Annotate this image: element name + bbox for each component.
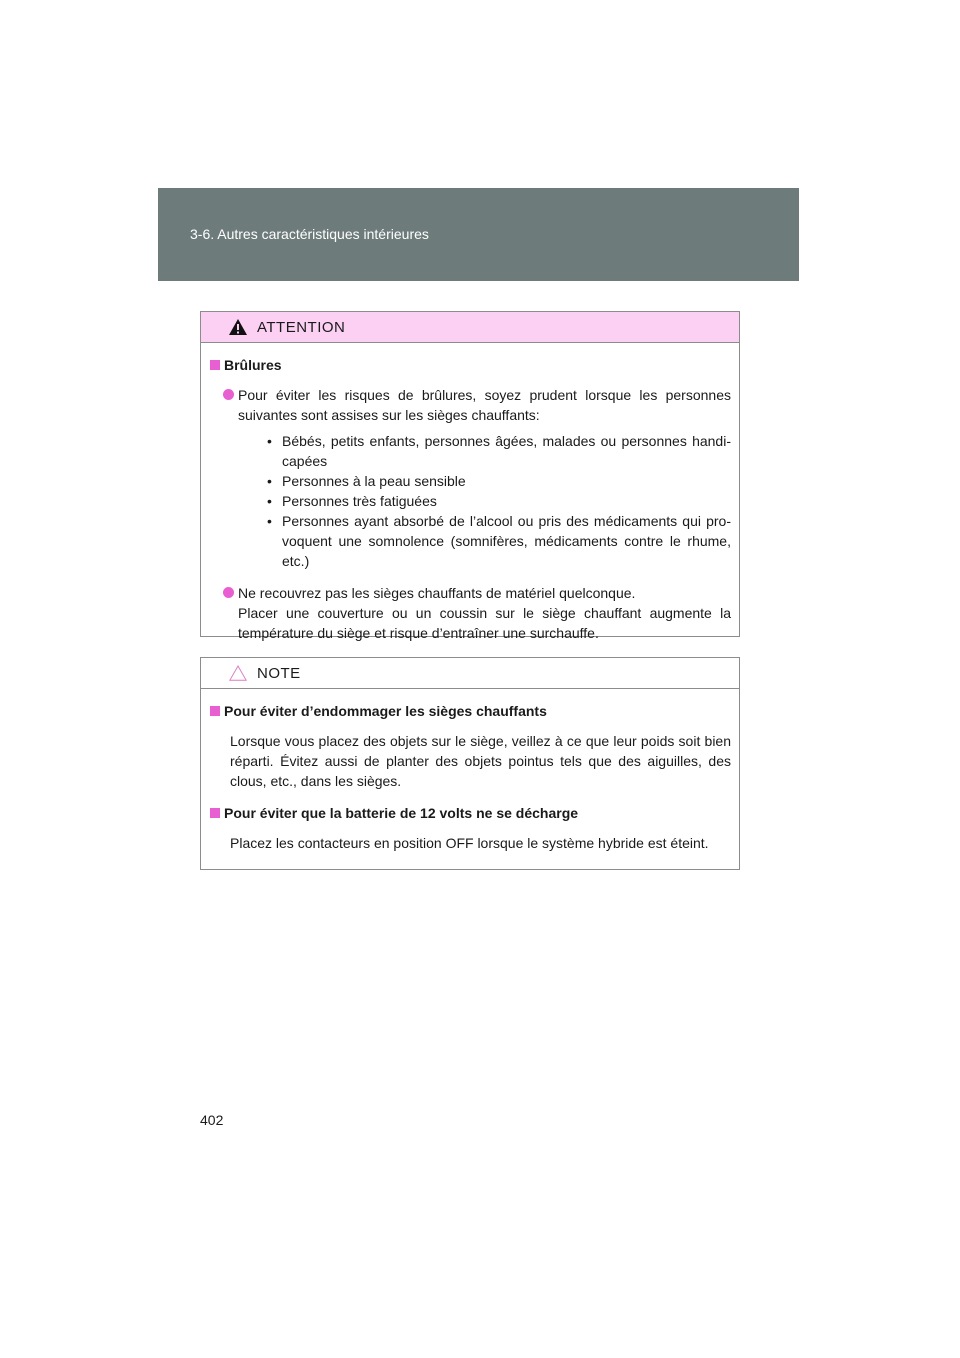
sub-item: • Personnes ayant absorbé de l’alcool ou pris des médicaments qui pro-voquent une somnolence (somnifères, médicaments contre le rhume, etc.) bbox=[266, 511, 731, 571]
attention-header bbox=[201, 312, 739, 343]
sub-list bbox=[266, 431, 731, 571]
sub-item: • Personnes à la peau sensible bbox=[266, 471, 731, 491]
square-bullet-icon bbox=[210, 706, 220, 716]
bullet-text bbox=[238, 385, 731, 577]
bullet-item bbox=[210, 385, 731, 577]
section-title: 3-6. Autres caractéristiques intérieures bbox=[190, 226, 429, 242]
attention-body bbox=[201, 343, 739, 643]
bullet2-line2: Placer une couverture ou un coussin sur le siège chauffant augmente la température du siège et risque d’entraîner une surchauffe. bbox=[238, 605, 731, 641]
heading-text: Pour éviter que la batterie de 12 volts ne se décharge bbox=[224, 805, 579, 821]
sub-item: • Bébés, petits enfants, personnes âgées, malades ou personnes handi-capées bbox=[266, 431, 731, 471]
note-section-heading bbox=[210, 701, 731, 721]
square-bullet-icon bbox=[210, 360, 220, 370]
bullet1-text: Pour éviter les risques de brûlures, soyez prudent lorsque les personnes suivantes sont assises sur les sièges chauffants: bbox=[238, 387, 731, 423]
sub-item: • Personnes très fatiguées bbox=[266, 491, 731, 511]
square-bullet-icon bbox=[210, 808, 220, 818]
note-body bbox=[201, 689, 739, 853]
bullet-text bbox=[238, 583, 731, 643]
attention-title: ATTENTION bbox=[257, 318, 346, 336]
note-header bbox=[201, 658, 739, 689]
page-number: 402 bbox=[200, 1112, 224, 1128]
caution-outline-icon bbox=[229, 665, 247, 681]
warning-icon bbox=[229, 319, 247, 335]
note-paragraph: Placez les contacteurs en position OFF lorsque le système hybride est éteint. bbox=[230, 835, 709, 851]
note-paragraph: Lorsque vous placez des objets sur le siège, veillez à ce que leur poids soit bien réparti. Évitez aussi de planter des objets pointus tels que des aiguilles, des clous, etc., dans les sièges. bbox=[230, 733, 731, 789]
circle-bullet-icon bbox=[223, 389, 234, 400]
note-section-heading bbox=[210, 803, 731, 823]
circle-bullet-icon bbox=[223, 587, 234, 598]
attention-box bbox=[200, 311, 740, 641]
note-box bbox=[200, 657, 740, 870]
heading-text: Pour éviter d’endommager les sièges chauffants bbox=[224, 703, 547, 719]
heading-text: Brûlures bbox=[224, 357, 282, 373]
bullet2-line1: Ne recouvrez pas les sièges chauffants de matériel quelconque. bbox=[238, 585, 636, 601]
attention-section-heading bbox=[210, 355, 731, 375]
bullet-item bbox=[210, 583, 731, 643]
note-title: NOTE bbox=[257, 664, 301, 682]
header-band bbox=[158, 188, 799, 281]
